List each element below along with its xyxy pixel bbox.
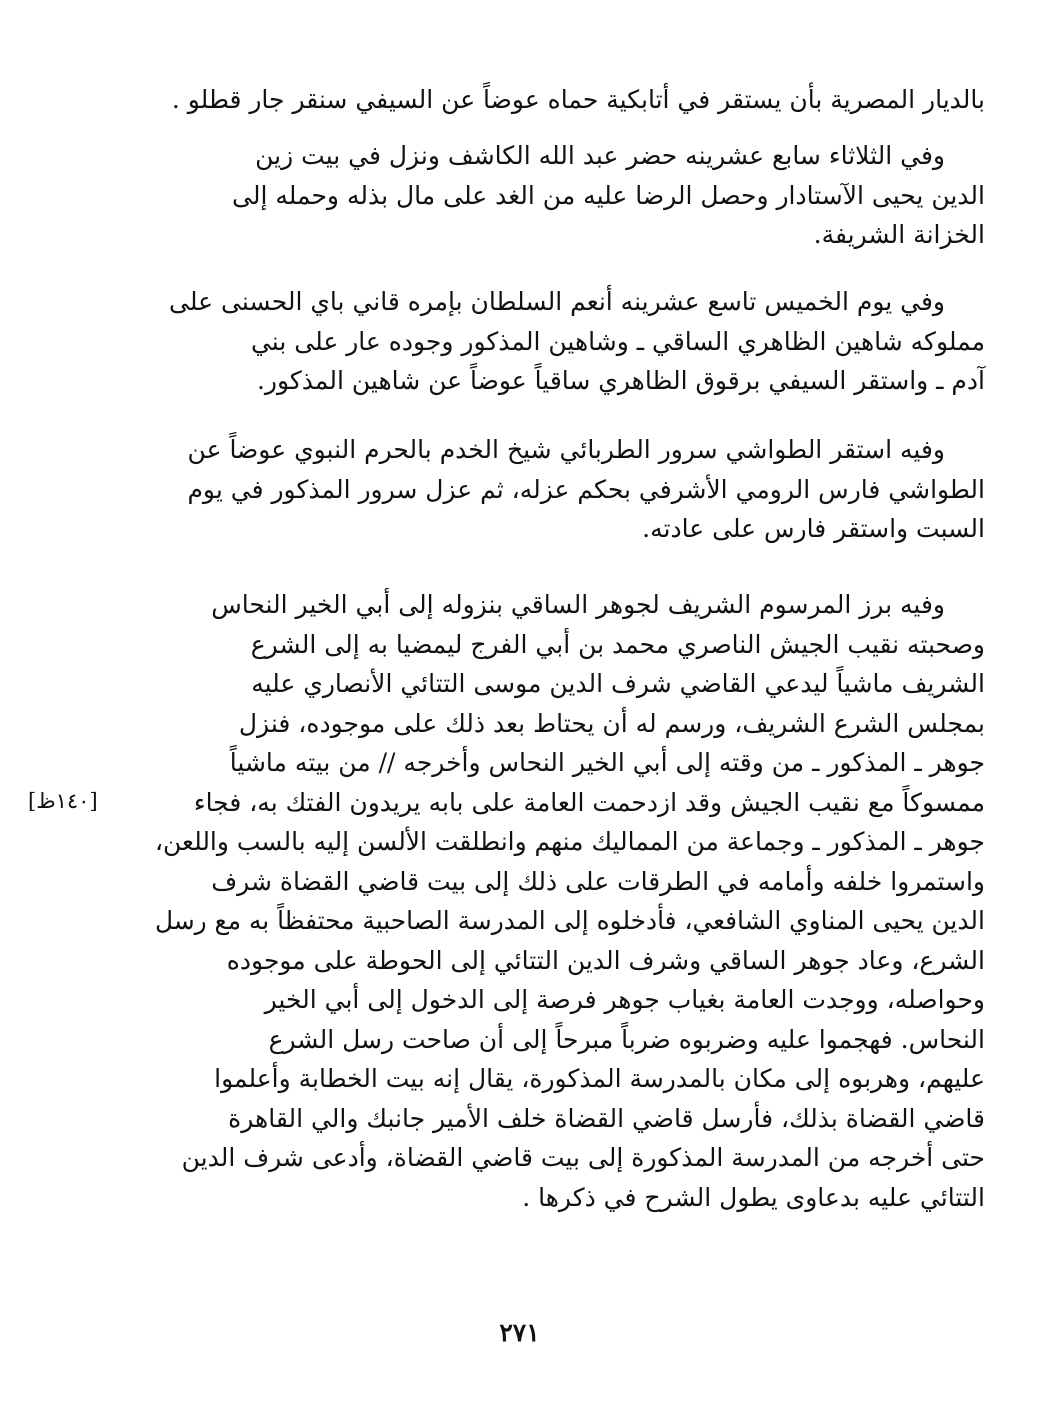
text-line: الخزانة الشريفة. — [813, 220, 985, 249]
text-line: واستمروا خلفه وأمامه في الطرقات على ذلك إلى بيت قاضي القضاة شرف — [211, 866, 985, 896]
text-line: الدين يحيى الآستادار وحصل الرضا عليه من الغد على مال بذله وحمله إلى — [232, 180, 985, 210]
text-line: قاضي القضاة بذلك، فأرسل قاضي القضاة خلف الأمير جانبك والي القاهرة — [228, 1103, 985, 1133]
text-line: وفي يوم الخميس تاسع عشرينه أنعم السلطان بإمره قاني باي الحسنى على — [169, 287, 945, 316]
text-line: ممسوكاً مع نقيب الجيش وقد ازدحمت العامة على بابه يريدون الفتك به، فجاء — [193, 787, 985, 817]
text-line: آدم ـ واستقر السيفي برقوق الظاهري ساقياً عوضاً عن شاهين المذكور. — [256, 366, 985, 395]
paragraph-1 — [155, 80, 985, 120]
text-line: السبت واستقر فارس على عادته. — [642, 514, 985, 543]
text-line: حتى أخرجه من المدرسة المذكورة إلى بيت قاضي القضاة، وأدعى شرف الدين — [181, 1143, 985, 1172]
text-line: مملوكه شاهين الظاهري الساقي ـ وشاهين المذكور وجوده عار على بني — [250, 326, 985, 356]
page-number: ٢٧١ — [499, 1318, 540, 1347]
text-line: جوهر ـ المذكور ـ من وقته إلى أبي الخير النحاس وأخرجه // من بيته ماشياً — [229, 748, 985, 777]
paragraph-4 — [155, 430, 985, 549]
text-line: الشرع، وعاد جوهر الساقي وشرف الدين التتائي إلى الحوطة على موجوده — [226, 945, 985, 975]
text-line: عليهم، وهربوه إلى مكان بالمدرسة المذكورة، يقال إنه بيت الخطابة وأعلموا — [214, 1064, 985, 1093]
text-line: الشريف ماشياً ليدعي القاضي شرف الدين موسى التتائي الأنصاري عليه — [251, 669, 985, 698]
text-line: وفي الثلاثاء سابع عشرينه حضر عبد الله الكاشف ونزل في بيت زين — [255, 141, 945, 170]
text-line: وحواصله، ووجدت العامة بغياب جوهر فرصة إلى الدخول إلى أبي الخير — [264, 985, 985, 1014]
paragraph-2 — [155, 136, 985, 255]
text-line: بمجلس الشرع الشريف، ورسم له أن يحتاط بعد ذلك على موجوده، فنزل — [238, 708, 985, 738]
text-line — [155, 1217, 985, 1257]
text-line: وفيه استقر الطواشي سرور الطربائي شيخ الخدم بالحرم النبوي عوضاً عن — [187, 435, 945, 464]
text-line: التتائي عليه بدعاوى يطول الشرح في ذكرها . — [522, 1182, 985, 1212]
text-line: بالديار المصرية بأن يستقر في أتابكية حماه عوضاً عن السيفي سنقر جار قطلو . — [171, 85, 985, 114]
text-line: جوهر ـ المذكور ـ وجماعة من المماليك منهم وانطلقت الألسن إليه بالسب واللعن، — [155, 827, 985, 856]
text-line: الدين يحيى المناوي الشافعي، فأدخلوه إلى المدرسة الصاحبية محتفظاً به مع رسل — [155, 906, 985, 935]
text-line: وصحبته نقيب الجيش الناصري محمد بن أبي الفرج ليمضيا به إلى الشرع — [250, 629, 985, 659]
text-line: الطواشي فارس الرومي الأشرفي بحكم عزله، ثم عزل سرور المذكور في يوم — [187, 474, 985, 504]
text-line: النحاس. فهجموا عليه وضربوه ضرباً مبرحاً إلى أن صاحت رسل الشرع — [268, 1024, 985, 1054]
paragraph-3 — [155, 282, 985, 401]
paragraph-5 — [155, 585, 985, 1257]
folio-margin-note: [١٤٠ظ] — [28, 789, 98, 813]
text-line: وفيه برز المرسوم الشريف لجوهر الساقي بنزوله إلى أبي الخير النحاس — [211, 590, 945, 619]
